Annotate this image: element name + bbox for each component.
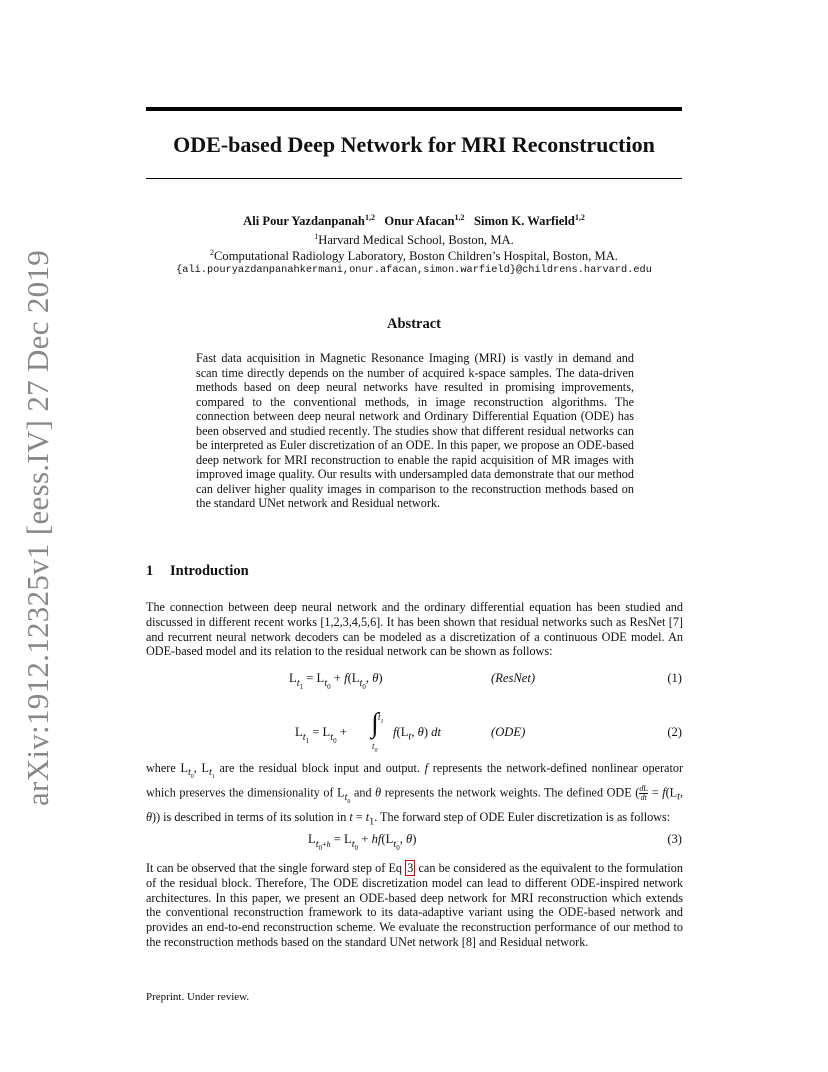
text-run: represents the network-defined nonlinear operator which preserves the dimensionality of: [146, 761, 683, 800]
equation-2-integrand: $f(L_t$, θ) dt: [393, 725, 441, 743]
equation-2-number: (2): [667, 725, 682, 739]
text-run: . The forward step of ODE Euler discretization is as follows:: [374, 809, 671, 824]
text-run: It can be observed that the single forward step of Eq: [146, 861, 406, 875]
title-bottom-rule: [146, 178, 682, 179]
footer-note: Preprint. Under review.: [146, 991, 250, 1003]
equation-3-number: (3): [667, 832, 682, 846]
text-run: where: [146, 761, 181, 775]
text-run: can be considered as the equivalent to the formulation of the residual block. Therefore, The ODE discretization model can lead to different ODE-inspired network architectures. In this paper, we present an ODE-based deep network for MRI reconstruction which extends the conventional reconstruction framework to its data-adaptive variant using the ODE-based network and provides an end-to-end reconstruction scheme. We evaluate the reconstruction performance of our method to the reconstruction methods based on the standard UNet network [8] and Residual network.: [146, 861, 683, 949]
equation-1: $L_{t_1} = L_{t_0} + f(L_{t_0}$, θ): [289, 671, 383, 691]
equation-2-tag: (ODE): [491, 725, 526, 739]
intro-paragraph-1: The connection between deep neural network and the ordinary differential equation has been studied and discussed in different recent works [1,2,3,4,5,6]. It has been shown that residual networks such as ResNet [7] and recurrent neural network decoders can be modeled as a discretization of a continuous ODE model. An ODE-based model and its relation to the residual network can be shown as follows:: [146, 600, 683, 659]
section-title: Introduction: [170, 563, 249, 579]
arxiv-identifier[interactable]: arXiv:1912.12325v1 [eess.IV] 27 Dec 2019: [20, 249, 55, 807]
abstract-heading: Abstract: [387, 316, 441, 332]
affiliation-text: Harvard Medical School, Boston, MA.: [318, 233, 514, 247]
author-name: Ali Pour Yazdanpanah: [243, 214, 365, 228]
equation-3: $L_{t_0+h} = L_{t_0} + hf(L_{t_0}$, θ): [308, 832, 417, 852]
author-affiliation-mark: 1,2: [454, 213, 465, 222]
affiliation-mark: 1: [314, 232, 319, 241]
equation-2-lhs: $L_{t_1} = L_{t_0}$ +: [295, 725, 347, 745]
affiliation-mark: 2: [210, 248, 215, 257]
affiliation-1: [146, 233, 682, 248]
author-list: [146, 214, 682, 229]
paper-title: ODE-based Deep Network for MRI Reconstruction: [173, 132, 655, 157]
text-run: ) is described in terms of its solution in: [156, 809, 350, 824]
abstract-body: Fast data acquisition in Magnetic Resonance Imaging (MRI) is vastly in demand and scan time directly depends on the number of acquired k-space samples. The data-driven methods based on deep neural networks have resulted in promising improvements, compared to the conventional methods, in image reconstruction algorithms. The connection between deep neural network and Ordinary Differential Equation (ODE) has been observed and studied recently. The studies show that different residual networks can be interpreted as Euler discretization of an ODE. In this paper, we propose an ODE-based deep network for MRI reconstruction to enable the rapid acquisition of MR images with improved image quality. Our results with undersampled data demonstrate that our method can deliver higher quality images in comparison to the reconstruction methods based on the standard UNet network and Residual network.: [196, 351, 634, 511]
integral-upper-limit: $t_1$: [378, 712, 384, 725]
author-affiliation-mark: 1,2: [574, 213, 585, 222]
text-run: represents the network weights. The defined ODE (: [381, 785, 640, 800]
section-number: 1: [146, 563, 154, 579]
text-run: are the residual block input and output.: [214, 761, 425, 775]
text-run: and: [350, 785, 376, 800]
equation-reference-link[interactable]: 3: [407, 861, 414, 875]
author-name: Simon K. Warfield: [473, 214, 575, 228]
equation-1-number: (1): [667, 671, 682, 685]
integral-lower-limit: $t_0$: [372, 741, 378, 754]
intro-paragraph-3: [146, 861, 683, 950]
integral-sign: ∫: [371, 708, 379, 739]
author-emails[interactable]: {ali.pouryazdanpanahkermani,onur.afacan,simon.warfield}@childrens.harvard.edu: [176, 264, 652, 276]
affiliation-text: Computational Radiology Laboratory, Boston Children’s Hospital, Boston, MA.: [214, 249, 618, 263]
affiliation-2: [146, 249, 682, 264]
equation-1-tag: (ResNet): [491, 671, 536, 685]
author-name: Onur Afacan: [384, 214, 455, 228]
title-top-rule: [146, 107, 682, 111]
section-heading: [146, 563, 249, 580]
intro-paragraph-2: where $L_{t_0}$, $L_{t_1}$ are the residual block input and output. f represents the network-defined nonlinear operator which preserves the dimensionality of $L_{t_0}$ and θ represents the network weights. The defined ODE ( $\frac{dL}{dt}$ = $f(L_t$, θ)) is described in terms of its solution in $t = t_1$. The forward step of ODE Euler discretization is as follows:: [146, 761, 683, 828]
author-affiliation-mark: 1,2: [364, 213, 375, 222]
